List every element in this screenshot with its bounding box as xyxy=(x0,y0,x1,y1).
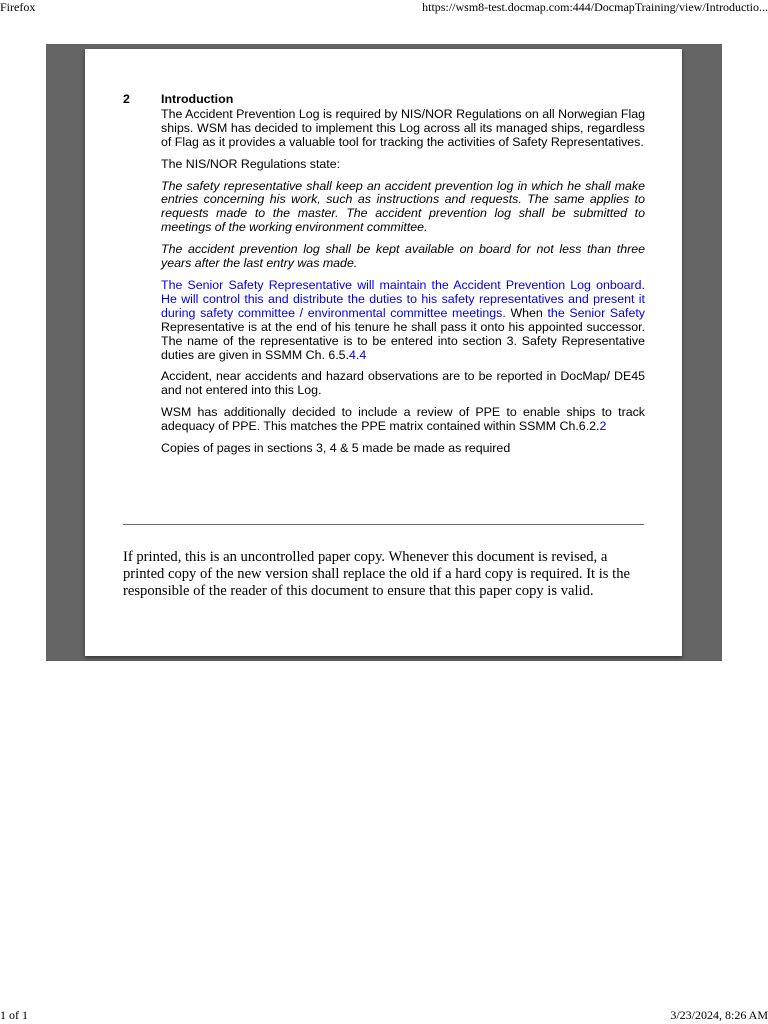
paragraph-text: WSM has additionally decided to include a review of PPE to enable ships to track adequacy of PPE. This matches the PPE matrix contained within SSMM Ch.6.2. xyxy=(161,405,645,434)
paragraph-text: When xyxy=(505,305,548,320)
section-heading xyxy=(123,93,645,107)
paragraph-copies: Copies of pages in sections 3, 4 & 5 made be made as required xyxy=(161,441,511,456)
print-header-url: https://wsm8-test.docmap.com:444/DocmapTraining/view/Introductio... xyxy=(422,0,768,14)
section-link[interactable]: 4.4 xyxy=(349,347,367,362)
paragraph-regulations-state: The NIS/NOR Regulations state: xyxy=(161,156,341,171)
paragraph-accident-reporting: Accident, near accidents and hazard observations are to be reported in DocMap/ DE45 and not entered into this Log. xyxy=(161,369,645,398)
document-page xyxy=(85,49,682,656)
paragraph-senior-safety-rep xyxy=(161,279,645,362)
uncontrolled-copy-disclaimer: If printed, this is an uncontrolled paper copy. Whenever this document is revised, a printed copy of the new version shall replace the old if a hard copy is required. It is the responsible of the reader of this document to ensure that this paper copy is valid. xyxy=(123,549,630,599)
highlighted-text: The Senior Safety Representative will maintain the Accident Prevention Log onboard. He will control this and distribute the duties to his safety representatives and present it during safety committee / environmental committee meetings. xyxy=(161,277,645,320)
footer-divider xyxy=(123,524,644,525)
paragraph-regulation-quote-1: The safety representative shall keep an accident prevention log in which he shall make entries concerning his work, such as instructions and requests. The same applies to requests made to the master. The accident prevention log shall be submitted to meetings of the working environment committee. xyxy=(161,178,645,235)
print-footer-page-count: 1 of 1 xyxy=(0,1008,28,1022)
print-header-app-name: Firefox xyxy=(0,0,36,14)
section-title: Introduction xyxy=(161,92,234,106)
paragraph-text: Representative is at the end of his tenure he shall pass it onto his appointed successor. The name of the representative is to be entered into section 3. Safety Representative duties are given in SSMM Ch. 6.5. xyxy=(161,319,645,362)
paragraph-regulation-quote-2: The accident prevention log shall be kept available on board for not less than three years after the last entry was made. xyxy=(161,242,645,271)
highlighted-text: the Senior Safety xyxy=(547,305,645,320)
print-footer-timestamp: 3/23/2024, 8:26 AM xyxy=(670,1008,768,1022)
section-link[interactable]: 2 xyxy=(599,419,607,434)
paragraph-ppe-review xyxy=(161,406,645,434)
document-body xyxy=(123,93,645,464)
section-number: 2 xyxy=(123,92,130,106)
paragraph-intro: The Accident Prevention Log is required by NIS/NOR Regulations on all Norwegian Flag ships. WSM has decided to implement this Log across all its managed ships, regardless of Flag as it provides a valuable tool for tracking the activities of Safety Representatives. xyxy=(161,106,645,149)
